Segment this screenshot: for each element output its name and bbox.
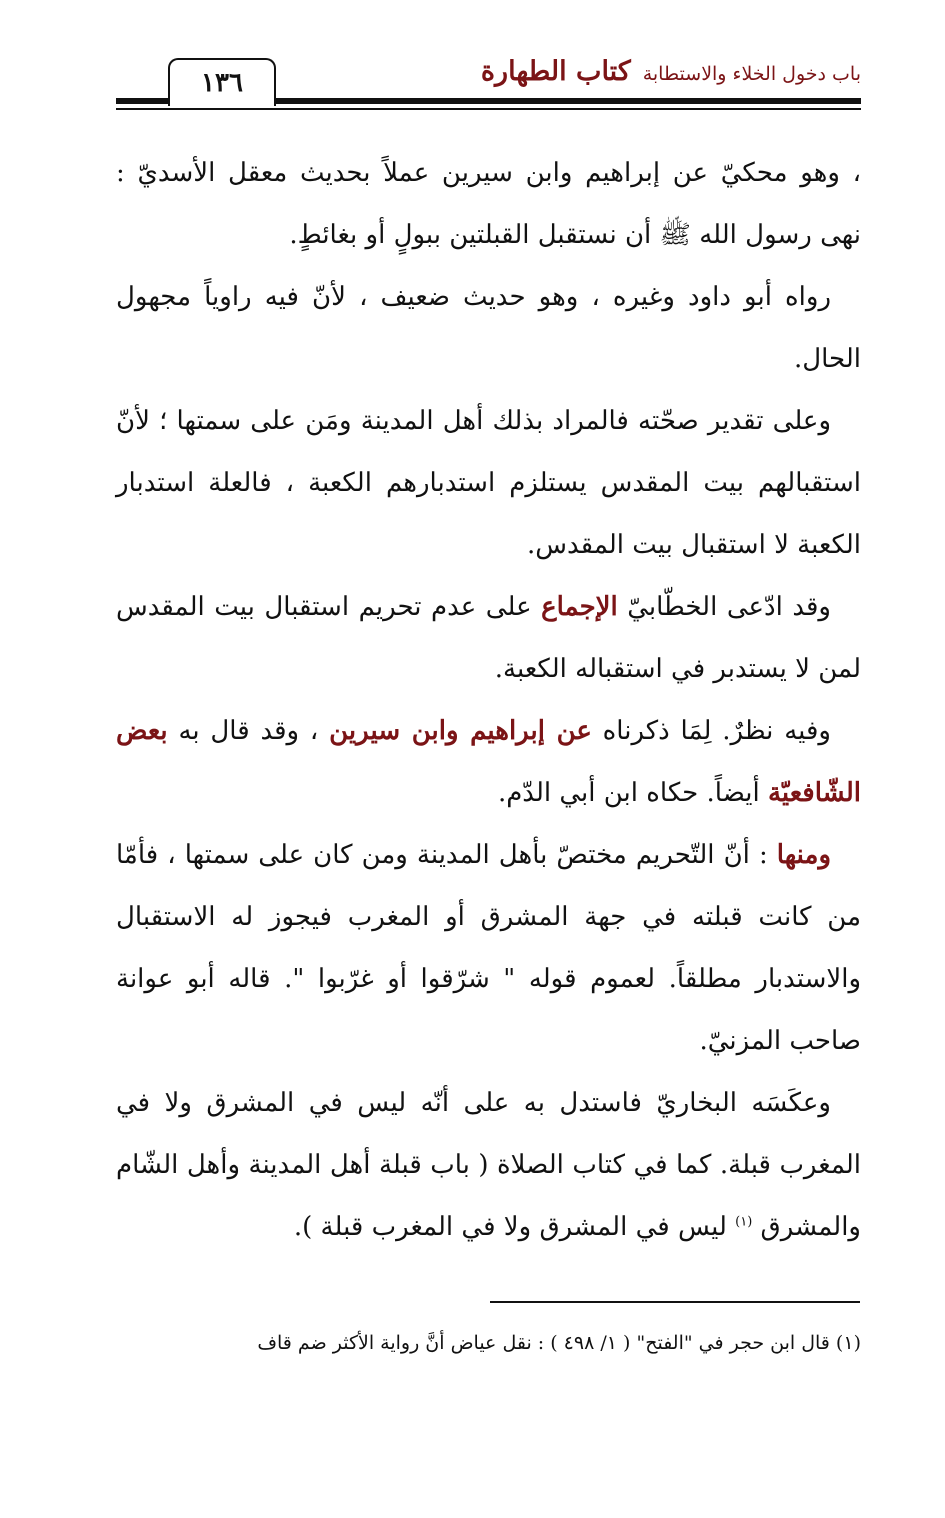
text-segment: وفيه نظرٌ. لِمَا ذكرناه xyxy=(591,716,831,746)
page-number: ١٣٦ xyxy=(168,58,276,106)
text-segment: وعكَسَه البخاريّ فاستدل به على أنّه ليس في المشرق ولا في المغرب قبلة. كما في كتاب الصلاة ( باب قبلة أهل المدينة وأهل الشّام والمشرق xyxy=(116,1088,861,1242)
text-segment: على عدم تحريم استقبال بيت المقدس لمن لا يستدبر في استقباله الكعبة. xyxy=(116,592,861,684)
highlighted-term: الإجماع xyxy=(541,592,618,622)
paragraph xyxy=(116,576,861,700)
footnote: (١) قال ابن حجر في "الفتح" ( ١/ ٤٩٨ ) : نقل عياض أنَّ رواية الأكثر ضم قاف xyxy=(257,1332,861,1354)
paragraph xyxy=(116,142,861,266)
body-text xyxy=(116,142,861,1258)
book-title: كتاب الطهارة xyxy=(480,56,631,87)
highlighted-term: عن إبراهيم وابن سيرين xyxy=(329,716,592,746)
text-segment: ليس في المشرق ولا في المغرب قبلة ). xyxy=(293,1212,736,1242)
text-segment: وقد ادّعى الخطّابيّ xyxy=(617,592,831,622)
text-segment: وعلى تقدير صحّته فالمراد بذلك أهل المدينة ومَن على سمتها ؛ لأنّ استقبالهم بيت المقدس يستلزم استدبارهم الكعبة ، فالعلة استدبار الكعبة لا استقبال بيت المقدس. xyxy=(116,406,861,560)
highlighted-term: بعض الشّافعيّة xyxy=(116,716,861,808)
text-segment: أيضاً. حكاه ابن أبي الدّم. xyxy=(497,778,768,808)
chapter-title: باب دخول الخلاء والاستطابة xyxy=(642,63,861,85)
footnote-separator xyxy=(490,1301,860,1303)
text-segment: ، وهو محكيّ عن إبراهيم وابن سيرين عملاً بحديث معقل الأسديّ : نهى رسول الله ﷺ أن نستقبل القبلتين ببولٍ أو بغائطٍ. xyxy=(116,158,861,250)
footnote-marker: (١) xyxy=(735,1214,753,1230)
text-segment: ، وقد قال به xyxy=(167,716,330,746)
paragraph xyxy=(116,266,861,390)
paragraph xyxy=(116,1072,861,1258)
text-segment: : أنّ التّحريم مختصّ بأهل المدينة ومن كان على سمتها ، فأمّا من كانت قبلته في جهة المشرق أو المغرب فيجوز له الاستقبال والاستدبار مطلقاً. لعموم قوله " شرّقوا أو غرّبوا ". قاله أبو عوانة صاحب المزنيّ. xyxy=(116,840,861,1056)
text-segment: رواه أبو داود وغيره ، وهو حديث ضعيف ، لأنّ فيه راوياً مجهول الحال. xyxy=(116,282,861,374)
paragraph xyxy=(116,824,861,1072)
page-header xyxy=(116,50,861,110)
paragraph xyxy=(116,700,861,824)
running-head xyxy=(481,56,861,96)
highlighted-term: ومنها xyxy=(776,840,831,870)
header-rule-thin xyxy=(116,108,861,110)
paragraph xyxy=(116,390,861,576)
